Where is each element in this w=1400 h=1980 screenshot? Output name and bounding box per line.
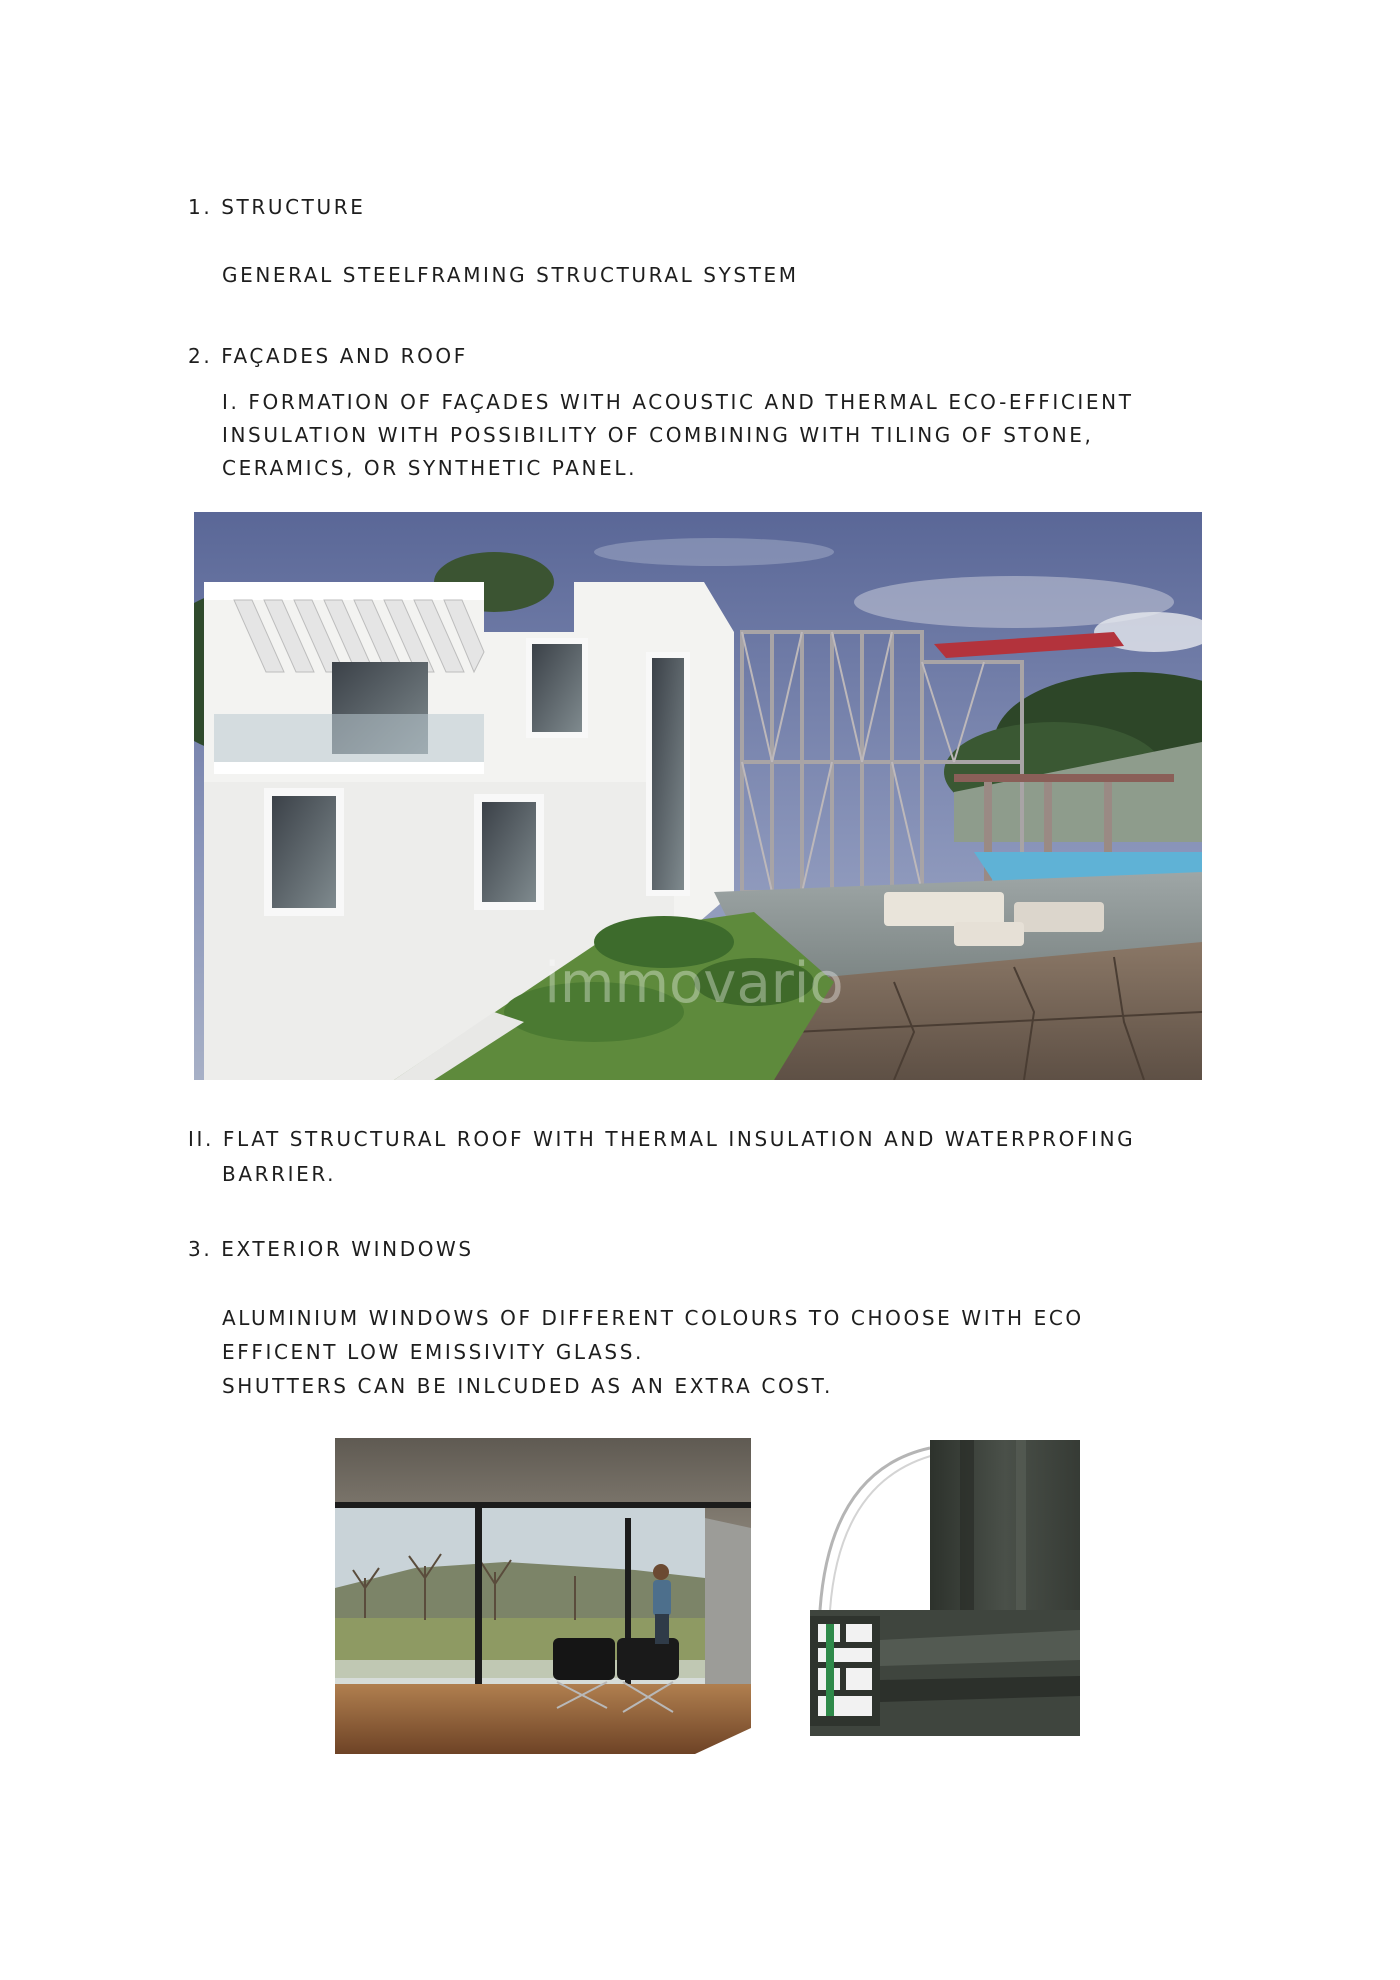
section-2-item-ii-line-1: II. FLAT STRUCTURAL ROOF WITH THERMAL INSULATION AND WATERPROFING: [188, 1127, 1136, 1151]
section-2-item-ii-line-2: BARRIER.: [222, 1162, 337, 1186]
section-3-line-2: EFFICENT LOW EMISSIVITY GLASS.: [222, 1340, 644, 1364]
section-1-heading: 1. STRUCTURE: [188, 195, 366, 219]
section-3-heading: 3. EXTERIOR WINDOWS: [188, 1237, 474, 1261]
watermark-text: immovario: [544, 951, 844, 1016]
section-1-body: GENERAL STEELFRAMING STRUCTURAL SYSTEM: [222, 263, 799, 287]
section-2-heading: 2. FAÇADES AND ROOF: [188, 344, 468, 368]
villa-steel-frame-render: [194, 512, 1202, 1080]
window-profile-cross-section: [790, 1440, 1080, 1736]
section-3-line-1: ALUMINIUM WINDOWS OF DIFFERENT COLOURS TO CHOOSE WITH ECO: [222, 1306, 1084, 1330]
section-2-item-i-line-2: INSULATION WITH POSSIBILITY OF COMBINING WITH TILING OF STONE,: [222, 423, 1094, 447]
section-2-item-i-line-3: CERAMICS, OR SYNTHETIC PANEL.: [222, 456, 638, 480]
section-3-line-3: SHUTTERS CAN BE INLCUDED AS AN EXTRA COST.: [222, 1374, 833, 1398]
interior-windows-photo: [335, 1438, 751, 1754]
section-2-item-i-line-1: I. FORMATION OF FAÇADES WITH ACOUSTIC AND THERMAL ECO-EFFICIENT: [222, 390, 1134, 414]
